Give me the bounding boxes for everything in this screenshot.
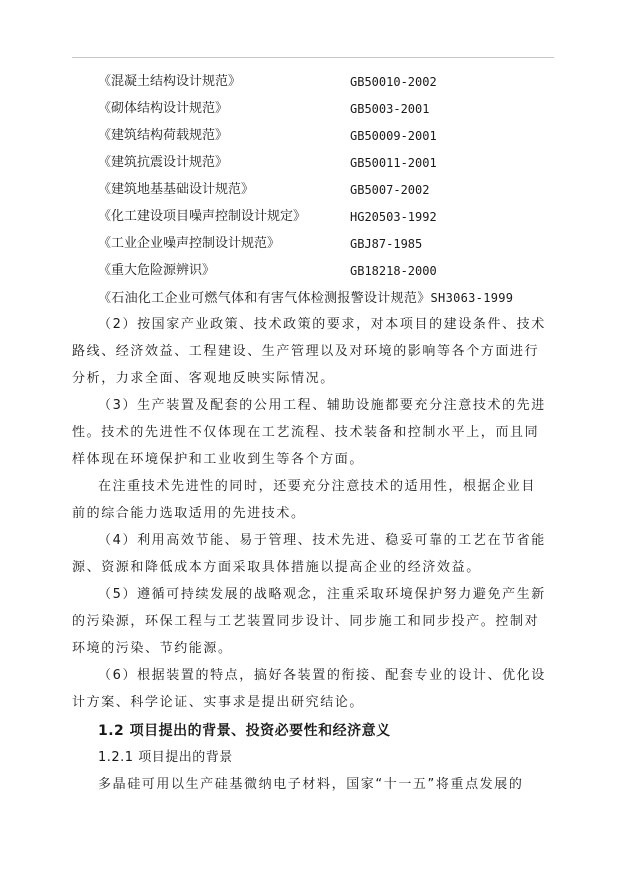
standard-name: 《工业企业噪声控制设计规范》 [98,236,281,251]
paragraph-line: 的污染源，环保工程与工艺装置同步设计、同步施工和同步投产。控制对 [72,614,540,629]
standard-code: GBJ87-1985 [350,237,423,251]
standard-row [98,98,554,120]
paragraph-line: 源、资源和降低成本方面采取具体措施以提高企业的经济效益。 [72,560,481,575]
paragraph-line: （6）根据装置的特点，搞好各装置的衔接、配套专业的设计、优化设 [98,668,546,683]
paragraph-line: 环境的污染、节约能源。 [72,641,233,656]
standard-name: 《建筑结构荷载规范》 [98,128,229,143]
standard-name: 《建筑抗震设计规范》 [98,155,229,170]
standard-code: GB5003-2001 [350,102,430,116]
standard-code: GB50011-2001 [350,156,437,170]
standard-name: 《石油化工企业可燃气体和有害气体检测报警设计规范》 [98,291,431,306]
standard-row-inline [98,287,513,309]
paragraph-line: 前的综合能力选取适用的先进技术。 [72,506,306,521]
paragraph-line: 在注重技术先进性的同时，还要充分注意技术的适用性，根据企业目 [98,479,537,494]
standard-name: 《化工建设项目噪声控制设计规定》 [98,209,307,224]
standard-code: GB18218-2000 [350,264,437,278]
paragraph-line: （5）遵循可持续发展的战略观念，注重采取环境保护努力避免产生新 [98,587,546,602]
standard-row [98,152,554,174]
paragraph-line: 路线、经济效益、工程建设、生产管理以及对环境的影响等各个方面进行 [72,344,540,359]
standard-row [98,179,554,201]
paragraph-line: 分析，力求全面、客观地反映实际情况。 [72,371,335,386]
standard-row [98,125,554,147]
subsection-heading: 1.2.1 项目提出的背景 [98,750,233,765]
standard-name: 《混凝土结构设计规范》 [98,74,242,89]
standard-code: GB50009-2001 [350,129,437,143]
paragraph-line: 性。技术的先进性不仅体现在工艺流程、技术装备和控制水平上，而且同 [72,425,540,440]
standard-code: SH3063-1999 [430,291,514,305]
standard-code: HG20503-1992 [350,210,437,224]
standard-row [98,206,554,228]
paragraph-line: （3）生产装置及配套的公用工程、辅助设施都要充分注意技术的先进 [98,398,546,413]
section-heading: 1.2 项目提出的背景、投资必要性和经济意义 [98,723,391,739]
paragraph-line: （2）按国家产业政策、技术政策的要求，对本项目的建设条件、技术 [98,317,546,332]
standard-code: GB5007-2002 [350,183,430,197]
standard-row [98,71,554,93]
standard-code: GB50010-2002 [350,75,437,89]
standard-name: 《重大危险源辨识》 [98,263,216,278]
standard-name: 《砌体结构设计规范》 [98,101,229,116]
paragraph-line: 多晶硅可用以生产硅基微纳电子材料，国家“十一五”将重点发展的 [98,777,524,792]
paragraph-line: 计方案、科学论证、实事求是提出研究结论。 [72,695,365,710]
standard-row [98,260,554,282]
paragraph-line: （4）利用高效节能、易于管理、技术先进、稳妥可靠的工艺在节省能 [98,533,546,548]
paragraph-line: 样体现在环境保护和工业收到生等各个方面。 [72,452,365,467]
header-rule [72,57,554,58]
standard-name: 《建筑地基基础设计规范》 [98,182,255,197]
standard-row [98,233,554,255]
